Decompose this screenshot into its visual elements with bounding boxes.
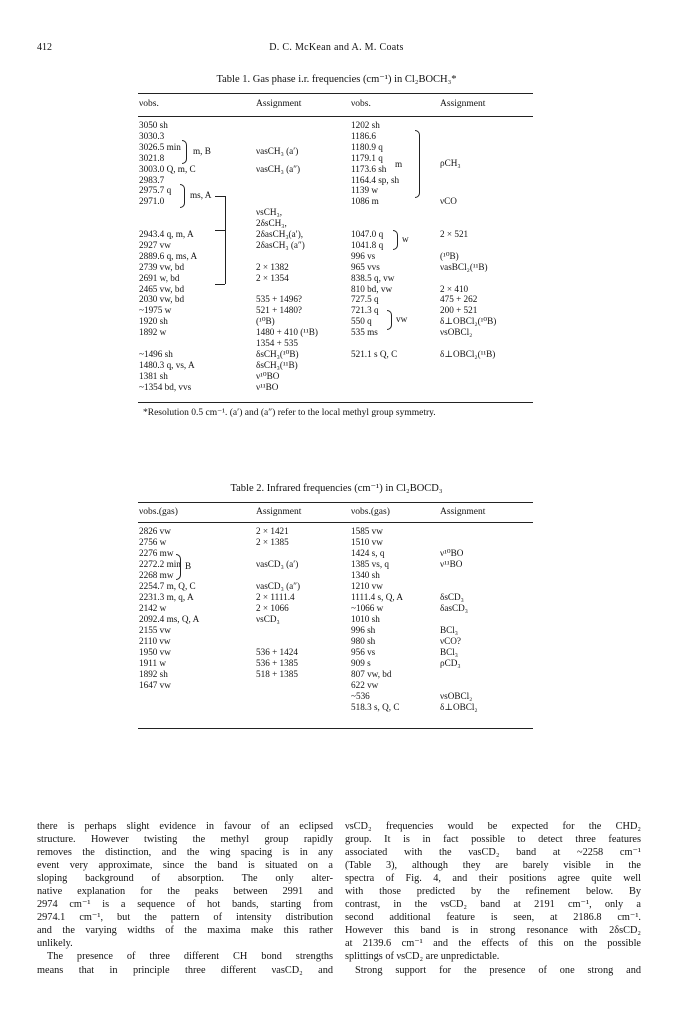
body-left-line-0: there is perhaps slight evidence in favour of an eclipsed — [37, 821, 333, 832]
table2-left-r1-assign: 2 × 1385 — [256, 537, 289, 547]
table1-left-r22-assign: δsCH₃(¹¹B) — [256, 359, 298, 370]
table1-right-r13-freq: 965 vvs — [351, 261, 380, 272]
table1-right-r4-freq: 1173.6 sh — [351, 163, 387, 174]
body-left-line-2: removes the distinction, and the wing spacing is in any — [37, 847, 333, 859]
table1-left-r4-freq: 3003.0 Q, m, C — [139, 163, 196, 174]
table1-left-r6-freq: 2975.7 q — [139, 185, 172, 196]
table2-bracket — [176, 554, 181, 580]
table1-right-r11-freq: 1041.8 q — [351, 239, 384, 250]
table1-left-r13-freq: 2739 vw, bd — [139, 261, 185, 272]
table2-right-r11-assign: BCl₃ — [440, 647, 459, 657]
table1-right-r10-assign: 2 × 521 — [440, 229, 469, 239]
table2-right-r6-assign: δsCD₃ — [440, 592, 464, 602]
table2-right-r0-freq: 1585 vw — [351, 526, 383, 536]
table1-right-r21-freq: 521.1 s Q, C — [351, 348, 398, 359]
table2-bracket-label: B — [185, 561, 192, 571]
body-right-line-9: at 2139.6 cm⁻¹ and the effects of this on the possible — [345, 938, 641, 950]
table1-right-r3-freq: 1179.1 q — [351, 152, 383, 163]
table1-left-r2-freq: 3026.5 min — [139, 141, 181, 152]
body-right-line-4: spectra of Fig. 4, and their positions agree quite well — [345, 873, 641, 885]
table1-left-r5-freq: 2983.7 — [139, 174, 165, 185]
table2-right-r1-freq: 1510 vw — [351, 537, 383, 547]
table2-left-r13-assign: 518 + 1385 — [256, 669, 298, 679]
table1-brace-rho — [415, 130, 420, 198]
page-number: 412 — [37, 42, 52, 53]
table1-right-r16-assign: 475 + 262 — [440, 294, 478, 305]
body-right-line-10: splittings of νsCD₂ are unpredictable. — [345, 951, 500, 963]
table1-left-r21-assign: δsCH₃(¹⁰B) — [256, 348, 299, 359]
body-left-line-8: and the varying widths of the maxima make this rather — [37, 925, 333, 937]
table1-left-r10-assign: 2δasCH₃(a′), — [256, 229, 304, 239]
table1-brace-w-label: w — [402, 234, 409, 244]
table1-right-r17-freq: 721.3 q — [351, 305, 379, 316]
table2-left-r13-freq: 1892 sh — [139, 669, 168, 679]
table1-right-r2-freq: 1180.9 q — [351, 141, 383, 152]
table1-right-r1-freq: 1186.6 — [351, 130, 376, 141]
table1-left-r24-assign: ν¹¹BO — [256, 381, 279, 392]
table1-right-r18-freq: 550 q — [351, 316, 372, 327]
table2-left-r1-freq: 2756 w — [139, 537, 167, 547]
body-left-line-1: structure. However twisting the methyl group rapidly — [37, 834, 333, 846]
table1-left-r3-freq: 3021.8 — [139, 152, 165, 163]
body-left-line-5: native explanation for the peaks between 2991 and — [37, 886, 333, 898]
body-right-line-0: νsCD₂ frequencies would be expected for the CHD₂ — [345, 821, 641, 832]
body-right-line-3: (Table 3), although they are barely visible in the — [345, 860, 641, 872]
table1-left-r12-freq: 2889.6 q, ms, A — [139, 250, 198, 261]
table1-right-r7-freq: 1086 m — [351, 196, 379, 207]
body-left-line-9: unlikely. — [37, 938, 73, 950]
body-right-line-6: contrast, in the νsCD₂ band at 2191 cm⁻¹, only a — [345, 899, 641, 911]
table1-right-r21-assign: δ⊥OBCl₂(¹¹B) — [440, 348, 496, 359]
table1-right-r15-freq: 810 bd, vw — [351, 283, 393, 294]
table2-right-r9-freq: 996 sh — [351, 625, 376, 635]
table2-bottom-rule — [138, 728, 533, 729]
table1-brace-w — [393, 230, 398, 250]
table2-left-r12-assign: 536 + 1385 — [256, 658, 298, 668]
table1-bracket-stub-3 — [215, 284, 225, 285]
table1-left-r13-assign: 2 × 1382 — [256, 261, 289, 272]
table2-left-r14-freq: 1647 vw — [139, 680, 171, 690]
table1-rho-label: ρCH₃ — [440, 158, 461, 168]
table2-left-r6-assign: 2 × 1111.4 — [256, 592, 295, 602]
table1-bracket-1-label: m, B — [193, 146, 211, 156]
table1-left-r14-freq: 2691 w, bd — [139, 272, 180, 283]
body-left-line-3: event very approximate, since the band is situated on a — [37, 860, 333, 872]
table1-brace-vw-label: vw — [396, 314, 408, 324]
table1-left-r11-assign: 2δasCH₃ (a″) — [256, 239, 305, 250]
table2-left-r12-freq: 1911 w — [139, 658, 166, 668]
table1-left-r16-assign: 535 + 1496? — [256, 294, 303, 305]
table1-right-r19-freq: 535 ms — [351, 327, 378, 338]
table1-right-r19-assign: νsOBCl₂ — [440, 327, 473, 338]
table2-left-r8-assign: νsCD₃ — [256, 614, 280, 624]
table2-left-r3-assign: νasCD₃ (a′) — [256, 559, 299, 569]
table2-left-r0-freq: 2826 vw — [139, 526, 171, 536]
table1-right-r12-assign: (¹⁰B) — [440, 250, 459, 261]
table1-left-r8-assign: νsCH₃, — [256, 207, 282, 218]
table2-right-r10-freq: 980 sh — [351, 636, 376, 646]
table2-left-r11-assign: 536 + 1424 — [256, 647, 298, 657]
table1-bracket-2-label: ms, A — [190, 190, 212, 200]
body-left-line-6: 2974 cm⁻¹ is a sequence of hot bands, starting from — [37, 899, 333, 911]
table1-right-r10-freq: 1047.0 q — [351, 229, 384, 239]
table1-caption: Table 1. Gas phase i.r. frequencies (cm⁻¹) in Cl₂BOCH₃* — [216, 74, 457, 85]
table2-left-r8-freq: 2092.4 ms, Q, A — [139, 614, 200, 624]
table2-right-r3-assign: ν¹¹BO — [440, 559, 463, 569]
table2-header-assignment-1: Assignment — [256, 507, 302, 517]
table1-right-r6-freq: 1139 w — [351, 185, 378, 196]
body-left-column — [37, 820, 333, 977]
table2-right-r5-freq: 1210 vw — [351, 581, 383, 591]
table2-left-r0-assign: 2 × 1421 — [256, 526, 289, 536]
body-right-column — [345, 820, 641, 977]
table1-left-r14-assign: 2 × 1354 — [256, 272, 289, 283]
table1-left-r23-freq: 1381 sh — [139, 370, 168, 381]
body-right-line-2: associated with the νasCD₂ band at ~2258 cm⁻¹ — [345, 847, 641, 859]
body-left-line-11: means that in principle three different νasCD₂ and — [37, 964, 333, 976]
table1-right-r0-freq: 1202 sh — [351, 120, 380, 130]
table1-left-r4-assign: νasCH₃ (a″) — [256, 163, 301, 174]
table2-left-r6-freq: 2231.3 m, q, A — [139, 592, 194, 602]
table1-left-r18-assign: (¹⁰B) — [256, 316, 275, 327]
table1-left-r17-assign: 521 + 1480? — [256, 305, 303, 316]
table1-left-r10-freq: 2943.4 q, m, A — [139, 229, 194, 239]
table2-right-r12-freq: 909 s — [351, 658, 371, 668]
table2-left-r9-freq: 2155 vw — [139, 625, 171, 635]
table2-left-r11-freq: 1950 vw — [139, 647, 171, 657]
table1-right-r16-freq: 727.5 q — [351, 294, 379, 305]
table1-header-vobs-1: νobs. — [139, 99, 159, 109]
table2-header-vobs-1: νobs.(gas) — [139, 507, 178, 517]
table2-left-r5-freq: 2254.7 m, Q, C — [139, 581, 196, 591]
table1-left-r16-freq: 2030 vw, bd — [139, 294, 185, 305]
table2-caption: Table 2. Infrared frequencies (cm⁻¹) in Cl₂BOCD₃ — [230, 483, 443, 494]
table2-left-r5-assign: νasCD₃ (a″) — [256, 581, 301, 591]
table1-left-r18-freq: 1920 sh — [139, 316, 168, 327]
table1-brace-m-label: m — [395, 159, 403, 169]
body-right-line-8: However this band is in strong resonance with 2δsCD₂ — [345, 925, 641, 937]
table1-asym-label: νasCH₃ (a′) — [256, 146, 299, 156]
table1-left-r20-assign: 1354 + 535 — [256, 338, 298, 348]
table2-left-r2-freq: 2276 mw — [139, 548, 174, 558]
table2-right-r15-assign: νsOBCl₂ — [440, 691, 473, 701]
running-head-authors: D. C. McKean and A. M. Coats — [269, 42, 404, 53]
table2-right-r4-freq: 1340 sh — [351, 570, 380, 580]
table2-right-r12-assign: ρCD₃ — [440, 658, 461, 668]
table1-left-r21-freq: ~1496 sh — [139, 348, 173, 359]
body-right-line-5: with those predicted by the refinement below. By — [345, 886, 641, 898]
table2-right-r7-assign: δasCD₃ — [440, 603, 468, 613]
table1-left-r7-freq: 2971.0 — [139, 196, 165, 207]
table1-header-vobs-2: νobs. — [351, 99, 371, 109]
table1-right-r13-assign: νasBCl₂(¹¹B) — [440, 261, 488, 272]
table2-right-r6-freq: 1111.4 s, Q, A — [351, 592, 404, 602]
table1-header-rule — [138, 116, 533, 117]
body-right-line-11: Strong support for the presence of one strong and — [355, 964, 641, 976]
table1-footnote: *Resolution 0.5 cm⁻¹. (a′) and (a″) refer to the local methyl group symmetry. — [143, 408, 436, 418]
table2-right-r9-assign: BCl₃ — [440, 625, 459, 635]
table2-top-rule — [138, 502, 533, 503]
table2-left-r3-freq: 2272.2 min — [139, 559, 181, 569]
table2-right-r2-assign: ν¹⁰BO — [440, 548, 464, 558]
table1-bracket-2 — [180, 184, 185, 208]
table2-right-r14-freq: 622 vw — [351, 680, 379, 690]
table1-left-r22-freq: 1480.3 q, vs, A — [139, 359, 195, 370]
table2-right-r10-assign: νCO? — [440, 636, 461, 646]
table2-left-r7-freq: 2142 w — [139, 603, 167, 613]
body-right-line-7: second additional feature is seen, at 2186.8 cm⁻¹. — [345, 912, 641, 924]
table2-right-r11-freq: 956 vs — [351, 647, 376, 657]
table1-left-r0-freq: 3050 sh — [139, 120, 168, 130]
table1-right-r17-assign: 200 + 521 — [440, 305, 478, 316]
table1-right-r7-assign: νCO — [440, 196, 457, 207]
table1-right-r18-assign: δ⊥OBCl₂(¹⁰B) — [440, 316, 497, 327]
table2-header-assignment-2: Assignment — [440, 507, 486, 517]
table1-brace-vw — [387, 310, 392, 330]
table2-right-r7-freq: ~1066 w — [351, 603, 384, 613]
table1-bottom-rule — [138, 402, 533, 403]
table2-right-r3-freq: 1385 vs, q — [351, 559, 390, 569]
table1-left-r23-assign: ν¹⁰BO — [256, 370, 280, 381]
table2-right-r16-freq: 518.3 s, Q, C — [351, 702, 400, 712]
table2-left-r4-freq: 2268 mw — [139, 570, 174, 580]
table2-right-r2-freq: 1424 s, q — [351, 548, 385, 558]
table2-header-vobs-2: νobs.(gas) — [351, 507, 390, 517]
table1-top-rule — [138, 93, 533, 94]
table1-left-r19-freq: 1892 w — [139, 327, 167, 338]
body-left-line-7: 2974.1 cm⁻¹, but the pattern of intensity distribution — [37, 912, 333, 924]
table1-right-r15-assign: 2 × 410 — [440, 283, 469, 294]
table2-right-r13-freq: 807 vw, bd — [351, 669, 392, 679]
table1-right-r12-freq: 996 vs — [351, 250, 376, 261]
table1-header-assignment-2: Assignment — [440, 99, 486, 109]
table2-right-r16-assign: δ⊥OBCl₂ — [440, 702, 478, 712]
table1-right-r5-freq: 1164.4 sp, sh — [351, 174, 400, 185]
body-left-line-10: The presence of three different CH bond strengths — [47, 951, 333, 963]
table1-bracket-stub-2 — [215, 230, 225, 231]
table1-right-r14-freq: 838.5 q, vw — [351, 272, 395, 283]
table2-left-r10-freq: 2110 vw — [139, 636, 171, 646]
body-right-line-1: group. It is in fact possible to detect three features — [345, 834, 641, 846]
table1-left-r24-freq: ~1354 bd, vvs — [139, 381, 192, 392]
table1-left-r19-assign: 1480 + 410 (¹¹B) — [256, 327, 318, 338]
table1-left-r1-freq: 3030.3 — [139, 130, 165, 141]
table2-header-rule — [138, 522, 533, 523]
table1-left-r9-assign: 2δsCH₃, — [256, 218, 287, 229]
table1-bracket-1 — [182, 140, 187, 164]
table1-left-r11-freq: 2927 vw — [139, 239, 171, 250]
table2-left-r7-assign: 2 × 1066 — [256, 603, 289, 613]
table1-left-r15-freq: 2465 vw, bd — [139, 283, 185, 294]
table2-right-r15-freq: ~536 — [351, 691, 370, 701]
body-left-line-4: sloping background of absorption. The only alter- — [37, 873, 333, 885]
table1-bracket-vline — [225, 196, 226, 284]
table1-bracket-stub-1 — [215, 196, 225, 197]
table2-right-r8-freq: 1010 sh — [351, 614, 380, 624]
table1-header-assignment-1: Assignment — [256, 99, 302, 109]
table1-left-r17-freq: ~1975 w — [139, 305, 172, 316]
